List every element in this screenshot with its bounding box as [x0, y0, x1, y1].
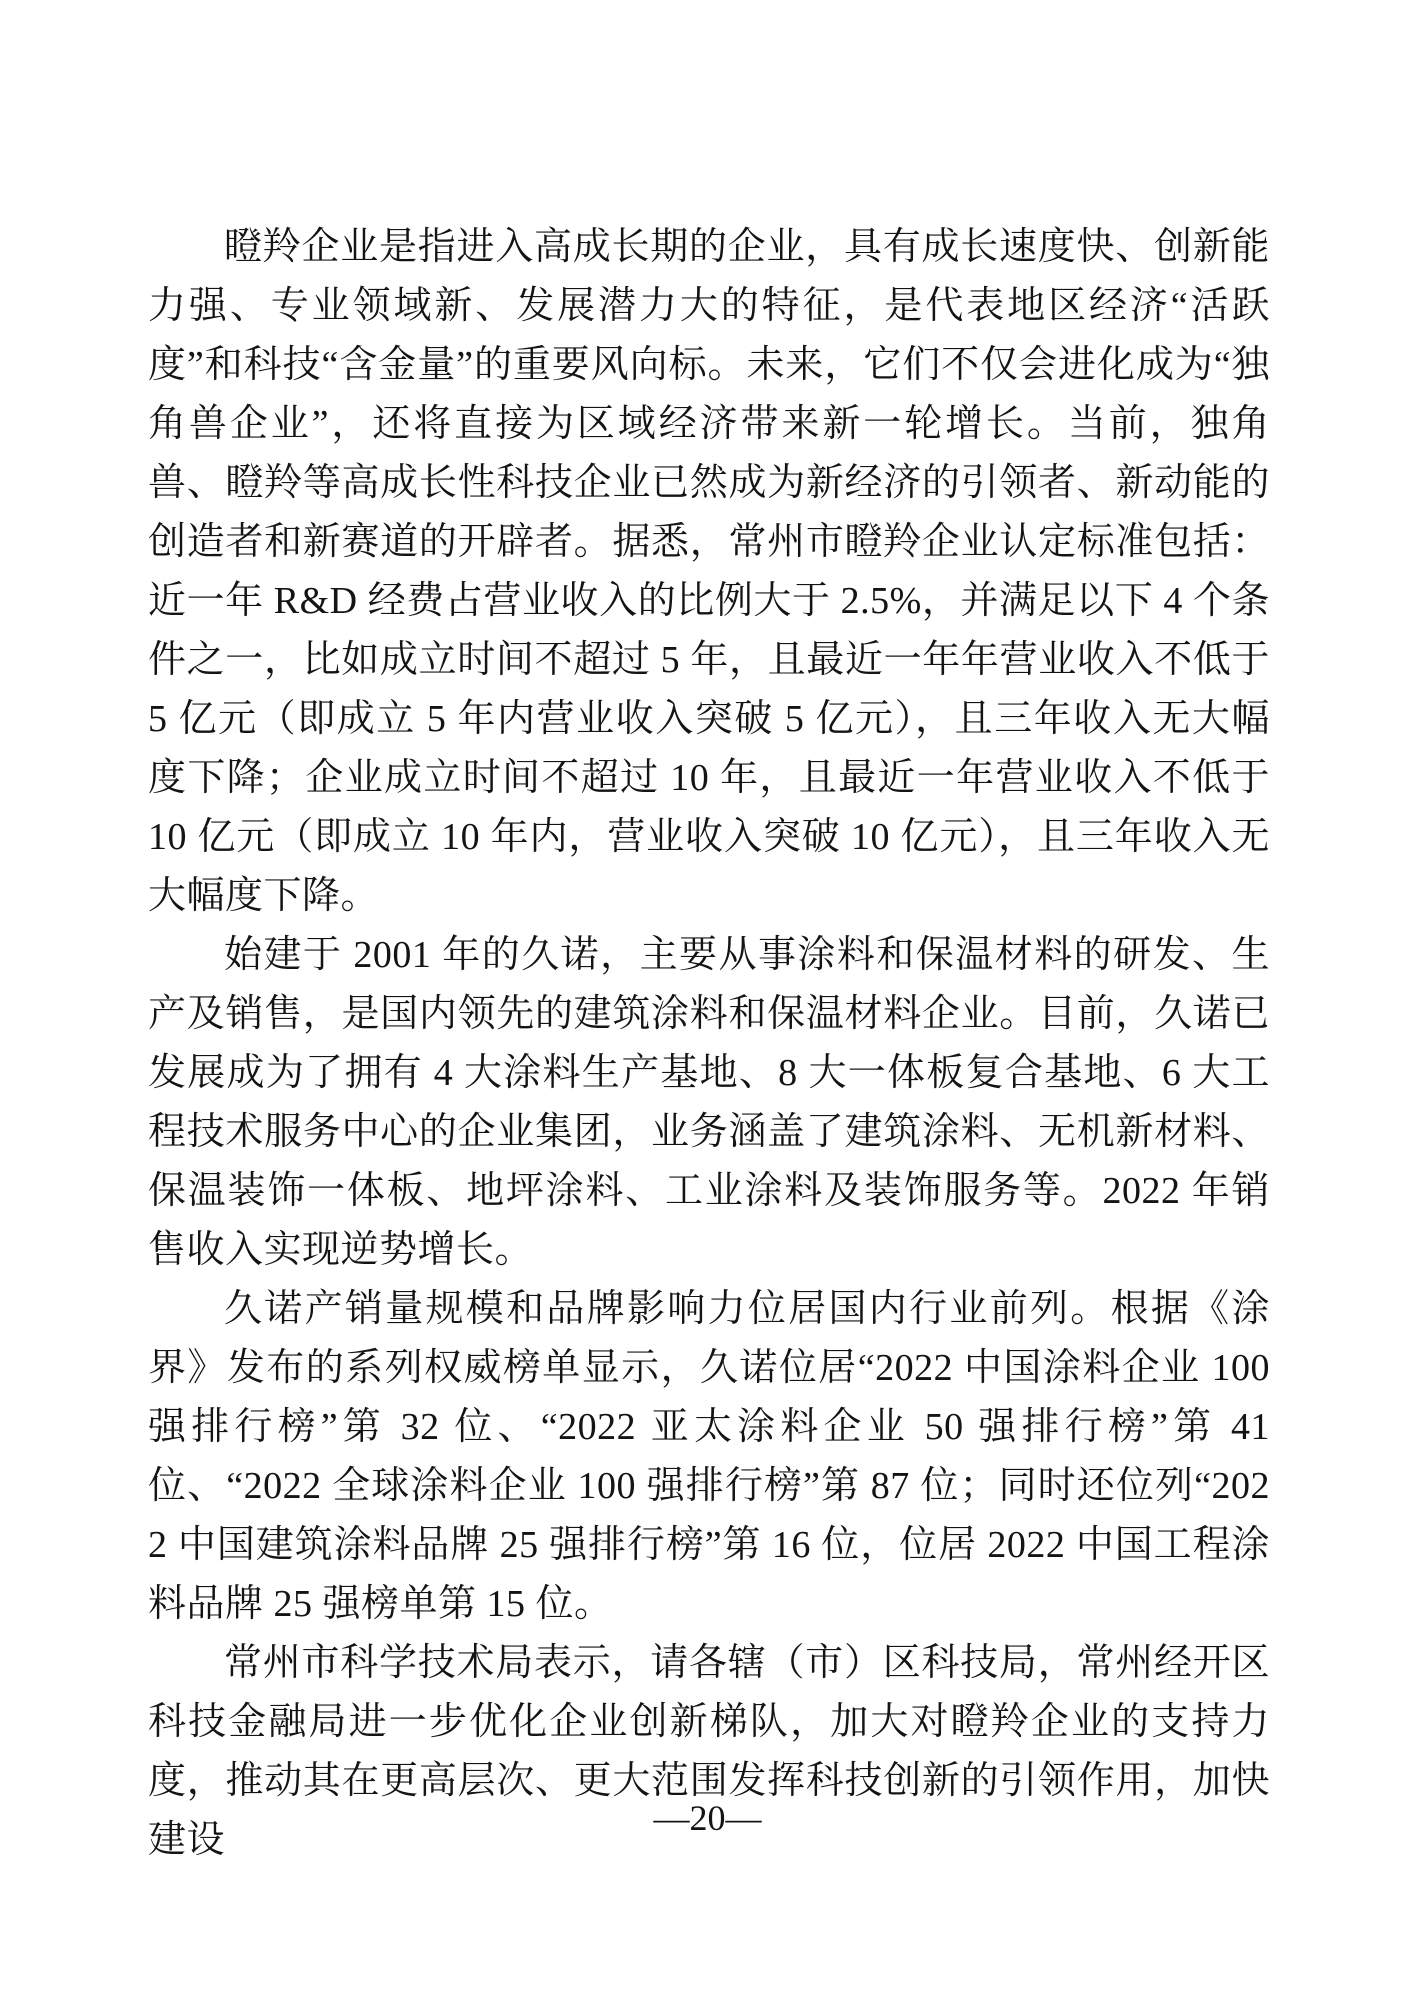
document-body-text	[148, 218, 1270, 1870]
paragraph-company-overview: 始建于 2001 年的久诺，主要从事涂料和保温材料的研发、生产及销售，是国内领先的建筑涂料和保温材料企业。目前，久诺已发展成为了拥有 4 大涂料生产基地、8 大一体板复合基地、6 大工程技术服务中心的企业集团，业务涵盖了建筑涂料、无机新材料、保温装饰一体板、地坪涂料、工业涂料及装饰服务等。2022 年销售收入实现逆势增长。	[148, 934, 1270, 1271]
page-number: —20—	[653, 1798, 762, 1838]
paragraph-rankings: 久诺产销量规模和品牌影响力位居国内行业前列。根据《涂界》发布的系列权威榜单显示，久诺位居“2022 中国涂料企业 100 强排行榜”第 32 位、“2022 亚太涂料企业 50 强排行榜”第 41 位、“2022 全球涂料企业 100 强排行榜”第 87 位；同时还位列“2022 中国建筑涂料品牌 25 强排行榜”第 16 位，位居 2022 中国工程涂料品牌 25 强榜单第 15 位。	[148, 1288, 1270, 1625]
paragraph-gazelle-definition: 瞪羚企业是指进入高成长期的企业，具有成长速度快、创新能力强、专业领域新、发展潜力大的特征，是代表地区经济“活跃度”和科技“含金量”的重要风向标。未来，它们不仅会进化成为“独角兽企业”，还将直接为区域经济带来新一轮增长。当前，独角兽、瞪羚等高成长性科技企业已然成为新经济的引领者、新动能的创造者和新赛道的开辟者。据悉，常州市瞪羚企业认定标准包括：近一年 R&D 经费占营业收入的比例大于 2.5%，并满足以下 4 个条件之一，比如成立时间不超过 5 年，且最近一年年营业收入不低于 5 亿元（即成立 5 年内营业收入突破 5 亿元），且三年收入无大幅度下降；企业成立时间不超过 10 年，且最近一年营业收入不低于 10 亿元（即成立 10 年内，营业收入突破 10 亿元），且三年收入无大幅度下降。	[148, 226, 1270, 917]
paragraph-bureau-statement: 常州市科学技术局表示，请各辖（市）区科技局，常州经开区科技金融局进一步优化企业创新梯队，加大对瞪羚企业的支持力度，推动其在更高层次、更大范围发挥科技创新的引领作用，加快建设	[148, 1642, 1270, 1861]
